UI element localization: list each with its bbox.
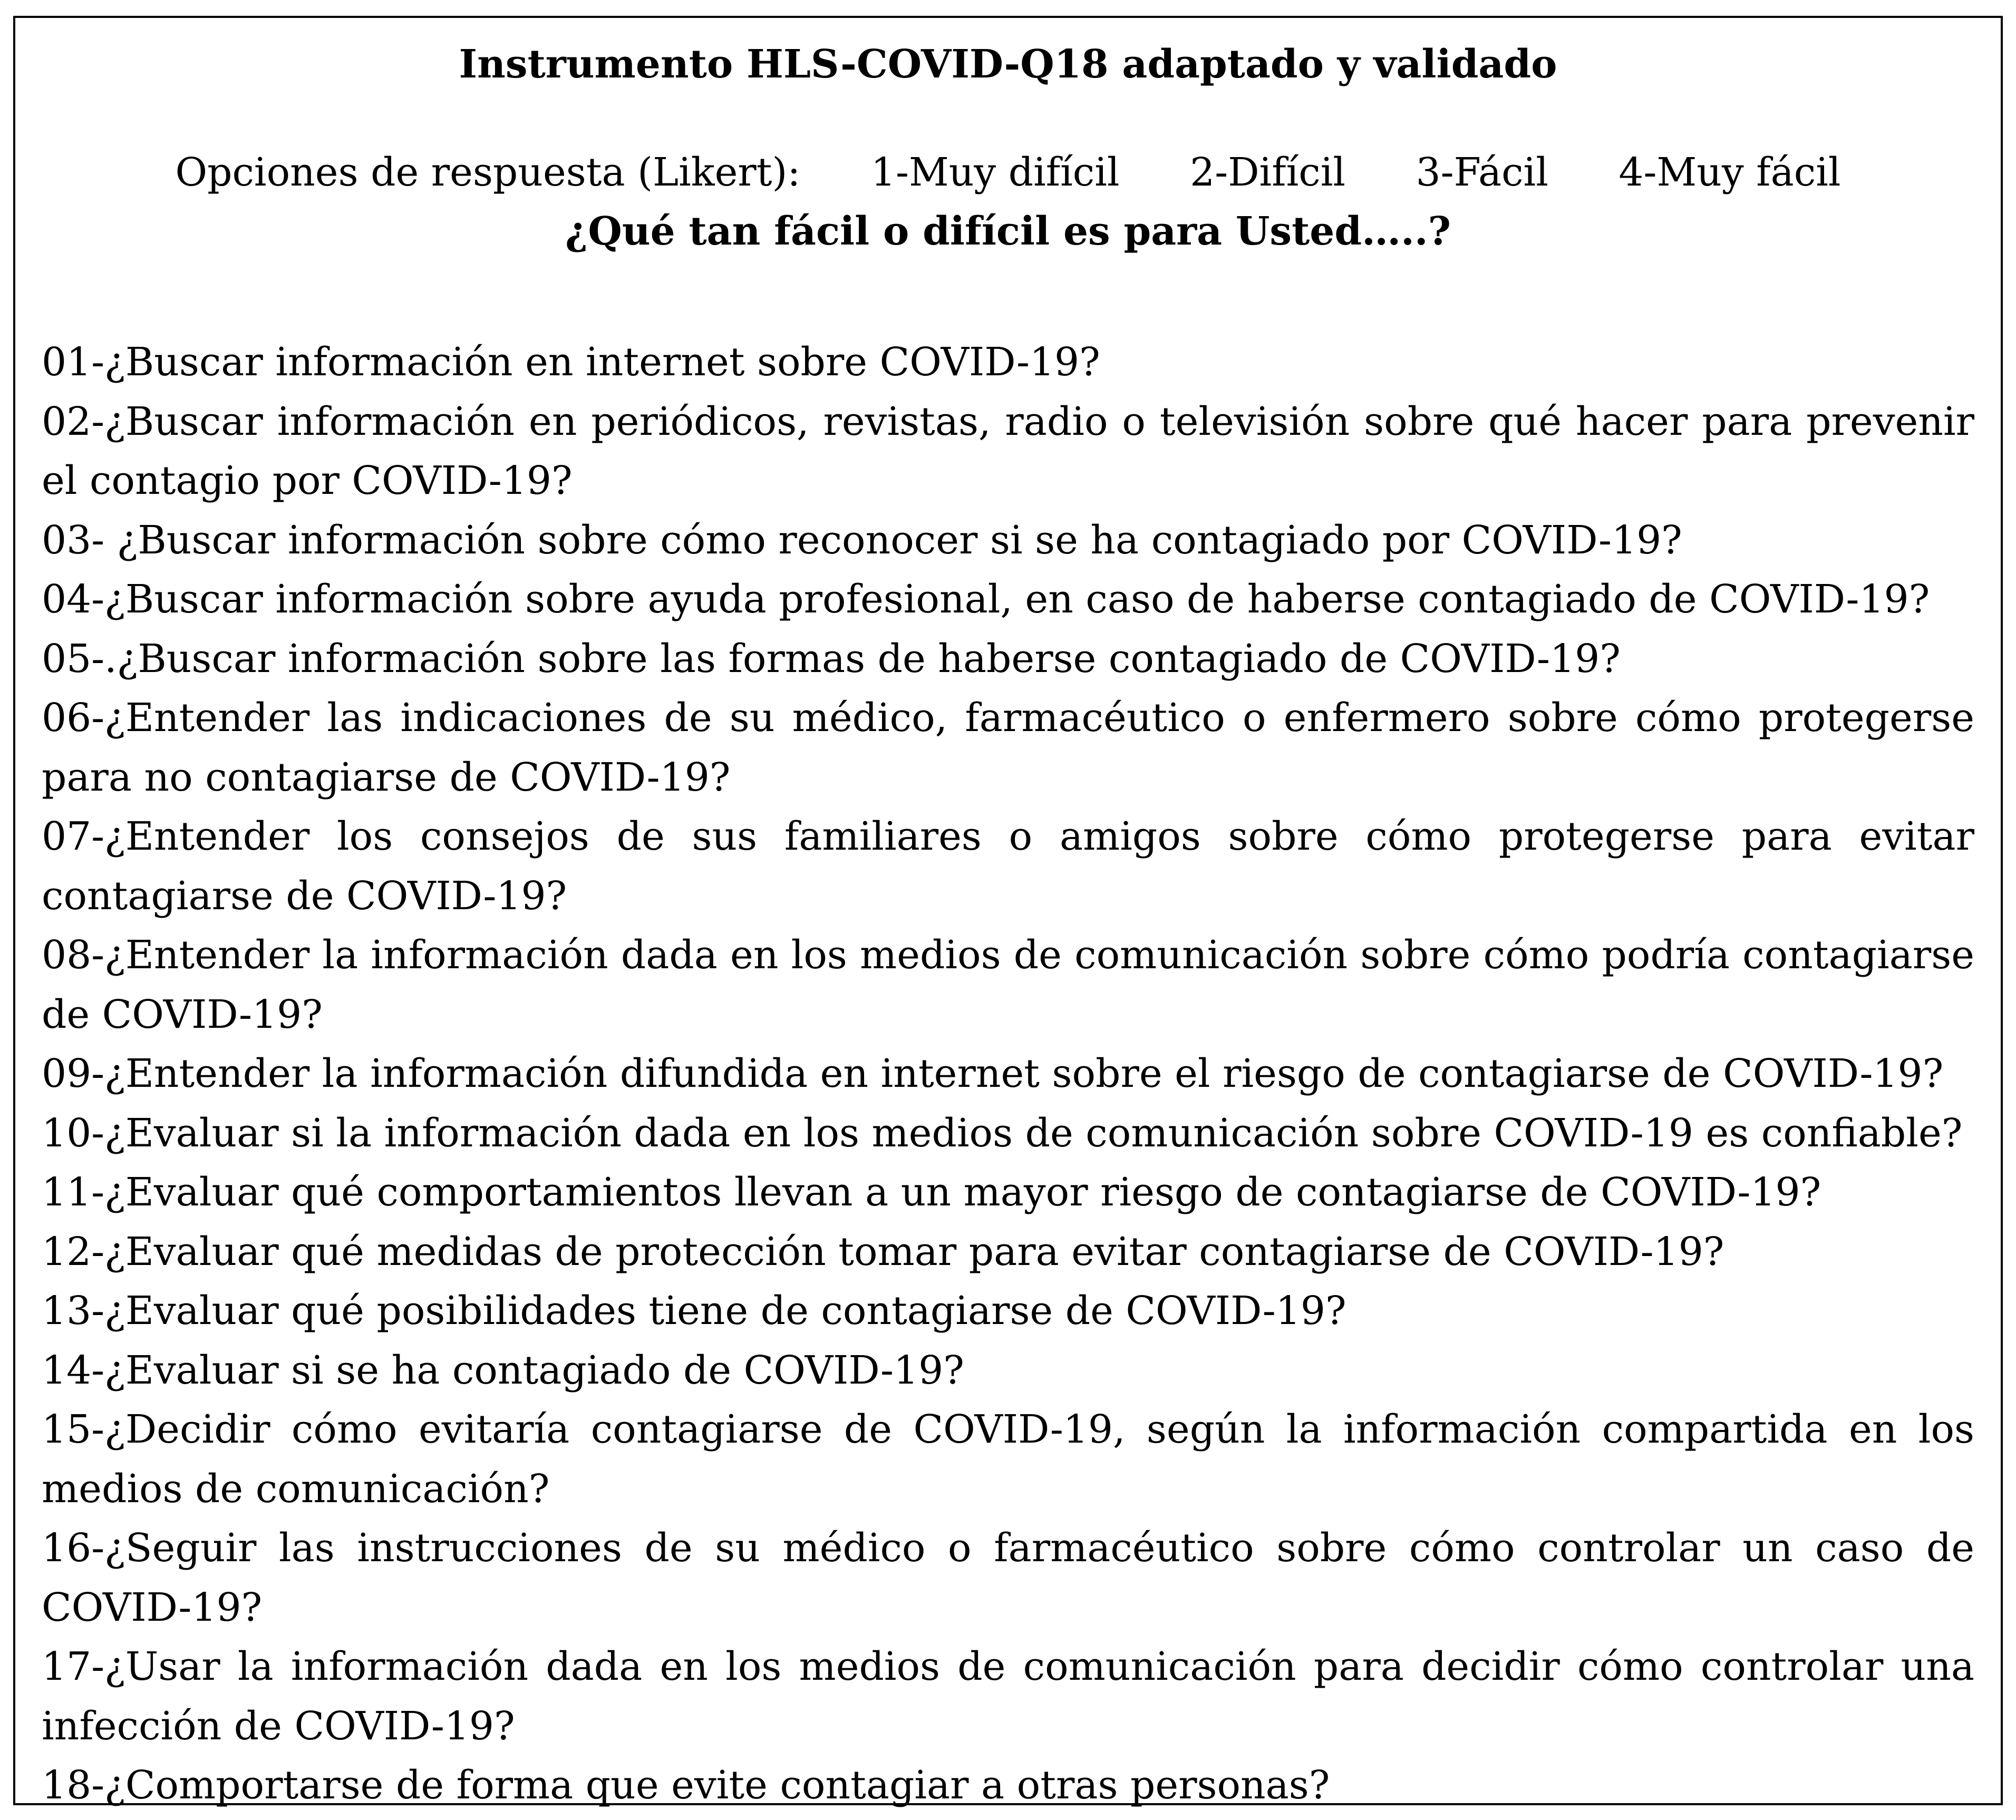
option-dificil: 2-Difícil bbox=[1190, 150, 1346, 195]
item-03: 03- ¿Buscar información sobre cómo reconocer si se ha contagiado por COVID-19? bbox=[42, 517, 1682, 563]
item-15: 15-¿Decidir cómo evitaría contagiarse de COVID-19, según la información compartida en los medios de comunicación? bbox=[42, 1407, 1974, 1512]
item-list bbox=[42, 333, 1974, 1815]
response-options bbox=[42, 143, 1974, 202]
instrument-box bbox=[13, 16, 2003, 1808]
item-07: 07-¿Entender los consejos de sus familiares o amigos sobre cómo protegerse para evitar contagiarse de COVID-19? bbox=[42, 814, 1974, 919]
item-13: 13-¿Evaluar qué posibilidades tiene de contagiarse de COVID-19? bbox=[42, 1288, 1346, 1334]
item-16: 16-¿Seguir las instrucciones de su médico o farmacéutico sobre cómo controlar un caso de COVID-19? bbox=[42, 1525, 1974, 1630]
item-06: 06-¿Entender las indicaciones de su médico, farmacéutico o enfermero sobre cómo protegerse para no contagiarse de COVID-19? bbox=[42, 695, 1974, 800]
item-04: 04-¿Buscar información sobre ayuda profesional, en caso de haberse contagiado de COVID-19? bbox=[42, 577, 1930, 622]
item-17: 17-¿Usar la información dada en los medios de comunicación para decidir cómo controlar una infección de COVID-19? bbox=[42, 1644, 1974, 1749]
response-options-label: Opciones de respuesta (Likert): bbox=[175, 150, 801, 195]
item-05: 05-.¿Buscar información sobre las formas de haberse contagiado de COVID-19? bbox=[42, 636, 1621, 682]
option-facil: 3-Fácil bbox=[1416, 150, 1548, 195]
item-09: 09-¿Entender la información difundida en internet sobre el riesgo de contagiarse de COVID-19? bbox=[42, 1051, 1944, 1096]
item-08: 08-¿Entender la información dada en los medios de comunicación sobre cómo podría contagiarse de COVID-19? bbox=[42, 932, 1974, 1037]
item-10: 10-¿Evaluar si la información dada en los medios de comunicación sobre COVID-19 es confiable? bbox=[42, 1110, 1963, 1156]
item-14: 14-¿Evaluar si se ha contagiado de COVID-19? bbox=[42, 1347, 964, 1393]
document-title: Instrumento HLS-COVID-Q18 adaptado y validado bbox=[459, 42, 1557, 87]
item-18: 18-¿Comportarse de forma que evite contagiar a otras personas? bbox=[42, 1763, 1330, 1808]
item-02: 02-¿Buscar información en periódicos, revistas, radio o televisión sobre qué hacer para prevenir el contagio por COVID-19? bbox=[42, 398, 1974, 503]
option-muy-dificil: 1-Muy difícil bbox=[870, 150, 1120, 195]
item-12: 12-¿Evaluar qué medidas de protección tomar para evitar contagiarse de COVID-19? bbox=[42, 1229, 1724, 1274]
question-header: ¿Qué tan fácil o difícil es para Usted…..? bbox=[565, 209, 1451, 254]
item-11: 11-¿Evaluar qué comportamientos llevan a un mayor riesgo de contagiarse de COVID-19? bbox=[42, 1170, 1821, 1215]
item-01: 01-¿Buscar información en internet sobre COVID-19? bbox=[42, 339, 1100, 385]
option-muy-facil: 4-Muy fácil bbox=[1618, 150, 1841, 195]
